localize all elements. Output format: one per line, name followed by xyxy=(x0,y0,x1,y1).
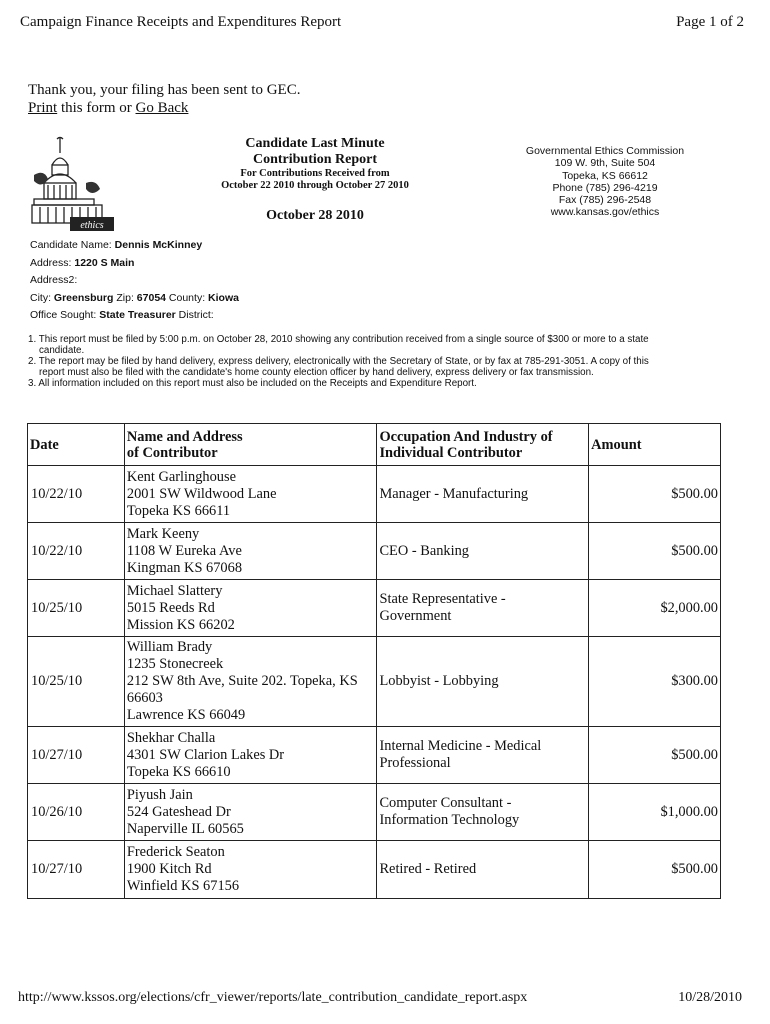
note-item: 3. All information included on this report must also be included on the Receipts and Expenditure Report. xyxy=(28,378,477,389)
contributor-address1: 5015 Reeds Rd xyxy=(126,599,215,616)
contributor-address1: 524 Gateshead Dr xyxy=(126,803,231,820)
cell-date: 10/22/10 xyxy=(28,523,125,580)
cell-occupation xyxy=(377,727,589,784)
cell-contributor xyxy=(124,784,377,841)
cell-occupation xyxy=(377,466,589,523)
header-name: Name and Address of Contributor xyxy=(124,424,377,466)
cell-date: 10/27/10 xyxy=(28,841,125,899)
commission-web: www.kansas.gov/ethics xyxy=(550,206,660,219)
cell-date: 10/26/10 xyxy=(28,784,125,841)
cell-occupation xyxy=(377,580,589,637)
contributor-address1: 1235 Stonecreek xyxy=(126,656,224,672)
contributor-address3: Topeka KS 66610 xyxy=(126,763,231,780)
candidate-city: Greensburg xyxy=(53,291,114,304)
occupation-line1: CEO - Banking xyxy=(379,542,469,559)
occupation-line1: Retired - Retired xyxy=(379,861,477,877)
report-date: October 28 2010 xyxy=(266,208,364,223)
occupation-line2: Professional xyxy=(379,755,451,771)
table-row xyxy=(28,580,721,637)
print-link[interactable]: Print xyxy=(28,100,58,116)
cell-contributor xyxy=(124,466,377,523)
contributions-table xyxy=(27,423,721,899)
header-amount: Amount xyxy=(589,424,721,466)
header-date: Date xyxy=(28,424,125,466)
contributor-address1: 4301 SW Clarion Lakes Dr xyxy=(126,746,285,763)
cell-amount: $300.00 xyxy=(589,637,721,727)
contributor-name: Shekhar Challa xyxy=(126,729,216,746)
cell-occupation xyxy=(377,784,589,841)
table-row xyxy=(28,727,721,784)
footer-url: http://www.kssos.org/elections/cfr_viewer/reports/late_contribution_candidate_report.aspx xyxy=(18,990,528,1005)
links-middle-text: this form or xyxy=(60,100,132,116)
occupation-line2: Government xyxy=(379,608,452,624)
page-number: Page 1 of 2 xyxy=(676,14,744,30)
note-item: 2. The report may be filed by hand delivery, express delivery, electronically with the Secretary of State, or by fax at 785-291-3051. A copy of this report must also be filed with the candidate's home county election officer by hand delivery, express delivery or fax transmission. xyxy=(28,356,649,378)
cell-date: 10/25/10 xyxy=(28,637,125,727)
note-item: 1. This report must be filed by 5:00 p.m. on October 28, 2010 showing any contribution received from a single source of $300 or more to a state candidate. xyxy=(28,334,649,356)
cell-amount: $500.00 xyxy=(589,841,721,899)
address-label: Address: xyxy=(30,256,72,269)
contributor-name: Frederick Seaton xyxy=(126,844,225,860)
commission-city: Topeka, KS 66612 xyxy=(562,169,648,182)
table-row xyxy=(28,466,721,523)
svg-text:ethics: ethics xyxy=(80,220,104,231)
occupation-line1: Manager - Manufacturing xyxy=(379,485,529,502)
cell-amount: $1,000.00 xyxy=(589,784,721,841)
contributor-address3: Naperville IL 60565 xyxy=(126,820,244,837)
report-subtitle-line1: For Contributions Received from xyxy=(240,168,390,179)
commission-phone: Phone (785) 296-4219 xyxy=(552,181,658,194)
contributor-address3: Topeka KS 66611 xyxy=(126,502,231,519)
cell-contributor xyxy=(124,727,377,784)
occupation-line1: Computer Consultant - xyxy=(379,795,512,811)
cell-date: 10/22/10 xyxy=(28,466,125,523)
commission-name: Governmental Ethics Commission xyxy=(525,145,685,157)
candidate-zip: 67054 xyxy=(136,291,166,304)
table-body xyxy=(28,466,721,899)
contributor-address1: 1900 Kitch Rd xyxy=(126,861,212,877)
candidate-info xyxy=(30,237,239,325)
table-row xyxy=(28,784,721,841)
occupation-line1: State Representative - xyxy=(379,591,506,607)
confirmation-links xyxy=(28,100,188,117)
cell-date: 10/25/10 xyxy=(28,580,125,637)
commission-address xyxy=(500,145,710,219)
cell-occupation xyxy=(377,523,589,580)
report-title-line2: Contribution Report xyxy=(252,152,378,167)
district-label: District: xyxy=(178,309,214,321)
go-back-link[interactable]: Go Back xyxy=(135,100,189,116)
contributor-address1: 2001 SW Wildwood Lane xyxy=(126,485,277,502)
contributor-address3: Winfield KS 67156 xyxy=(126,878,240,894)
occupation-line1: Lobbyist - Lobbying xyxy=(379,673,499,689)
cell-amount: $2,000.00 xyxy=(589,580,721,637)
report-title-line1: Candidate Last Minute xyxy=(245,136,385,151)
contributor-address1: 1108 W Eureka Ave xyxy=(126,542,242,559)
contributor-name: Mark Keeny xyxy=(126,525,200,542)
cell-contributor xyxy=(124,637,377,727)
occupation-line2: Information Technology xyxy=(379,812,520,828)
cell-contributor xyxy=(124,523,377,580)
footer-date: 10/28/2010 xyxy=(678,990,742,1005)
candidate-office: State Treasurer xyxy=(99,309,176,321)
report-subtitle-line2: October 22 2010 through October 27 2010 xyxy=(221,180,409,191)
zip-label: Zip: xyxy=(116,291,134,304)
report-title-block xyxy=(190,136,440,224)
header-occupation: Occupation And Industry of Individual Contributor xyxy=(377,424,589,466)
table-header-row xyxy=(28,424,721,466)
office-label: Office Sought: xyxy=(30,309,97,321)
contributor-address3: Lawrence KS 66049 xyxy=(126,707,246,723)
candidate-address: 1220 S Main xyxy=(74,256,135,269)
commission-fax: Fax (785) 296-2548 xyxy=(558,194,652,207)
county-label: County: xyxy=(168,291,206,304)
contributor-name: Kent Garlinghouse xyxy=(126,468,236,485)
contributor-name: Piyush Jain xyxy=(126,786,193,803)
contributor-address2: 212 SW 8th Ave, Suite 202. Topeka, KS 66603 xyxy=(126,673,358,706)
contributor-address3: Mission KS 66202 xyxy=(126,616,235,633)
cell-amount: $500.00 xyxy=(589,727,721,784)
commission-street: 109 W. 9th, Suite 504 xyxy=(554,157,656,170)
occupation-line1: Internal Medicine - Medical xyxy=(379,738,542,754)
cell-date: 10/27/10 xyxy=(28,727,125,784)
table-row xyxy=(28,637,721,727)
table-row xyxy=(28,841,721,899)
cell-occupation xyxy=(377,841,589,899)
page-header-title: Campaign Finance Receipts and Expenditures Report xyxy=(20,14,342,30)
address2-label: Address2: xyxy=(30,274,78,286)
cell-contributor xyxy=(124,580,377,637)
table-row xyxy=(28,523,721,580)
cell-amount: $500.00 xyxy=(589,466,721,523)
cell-amount: $500.00 xyxy=(589,523,721,580)
candidate-name-label: Candidate Name: xyxy=(30,239,112,251)
ethics-seal-icon xyxy=(30,135,122,233)
contributor-name: Michael Slattery xyxy=(126,582,223,599)
cell-contributor xyxy=(124,841,377,899)
filing-notes xyxy=(28,334,668,389)
contributor-name: William Brady xyxy=(126,639,213,655)
confirmation-message: Thank you, your filing has been sent to GEC. xyxy=(28,82,301,98)
city-label: City: xyxy=(30,291,51,304)
contributor-address3: Kingman KS 67068 xyxy=(126,559,243,576)
cell-occupation xyxy=(377,637,589,727)
candidate-county: Kiowa xyxy=(208,291,239,304)
candidate-name: Dennis McKinney xyxy=(114,239,203,251)
